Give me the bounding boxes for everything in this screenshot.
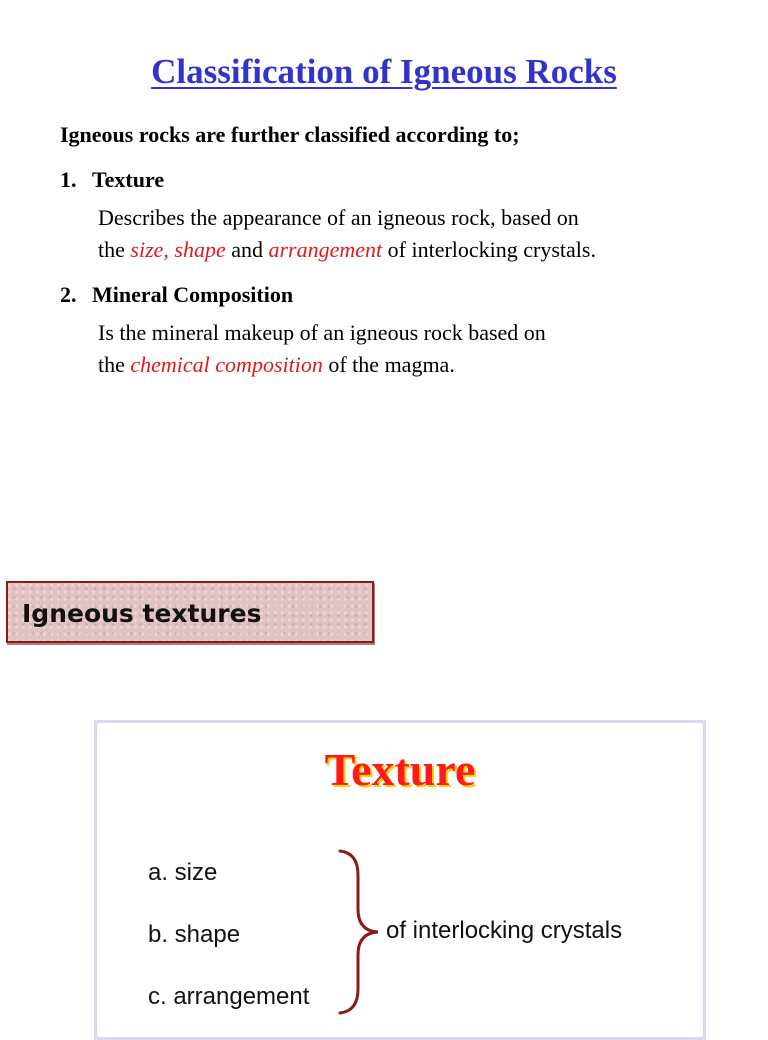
item-mineral-description xyxy=(98,317,546,381)
item-texture-heading xyxy=(60,167,164,193)
emphasis-text: arrangement xyxy=(268,237,383,262)
description-line: Describes the appearance of an igneous rock, based on xyxy=(98,205,579,230)
description-line: Is the mineral makeup of an igneous rock based on xyxy=(98,320,546,345)
list-item: b. shape xyxy=(148,921,241,948)
emphasis-text: chemical composition xyxy=(130,352,323,377)
item-number: 1. xyxy=(60,167,77,192)
page-title: Classification of Igneous Rocks xyxy=(151,52,617,91)
item-heading: Texture xyxy=(92,167,165,192)
curly-brace-icon xyxy=(332,847,388,1017)
item-mineral-heading xyxy=(60,282,293,308)
item-heading: Mineral Composition xyxy=(92,282,294,307)
brace-label: of interlocking crystals xyxy=(386,917,623,944)
intro-text: Igneous rocks are further classified according to; xyxy=(60,122,520,147)
panel-title: Texture xyxy=(324,744,476,795)
banner-label: Igneous textures xyxy=(22,599,262,628)
list-item: a. size xyxy=(148,859,218,886)
section-banner xyxy=(6,581,374,643)
texture-panel xyxy=(94,720,706,1040)
emphasis-text: size, shape xyxy=(130,237,226,262)
item-texture-description xyxy=(98,202,596,266)
description-line: the chemical composition of the magma. xyxy=(98,352,455,377)
description-line: the size, shape and arrangement of interlocking crystals. xyxy=(98,237,596,262)
list-item: c. arrangement xyxy=(148,983,310,1010)
item-number: 2. xyxy=(60,282,77,307)
